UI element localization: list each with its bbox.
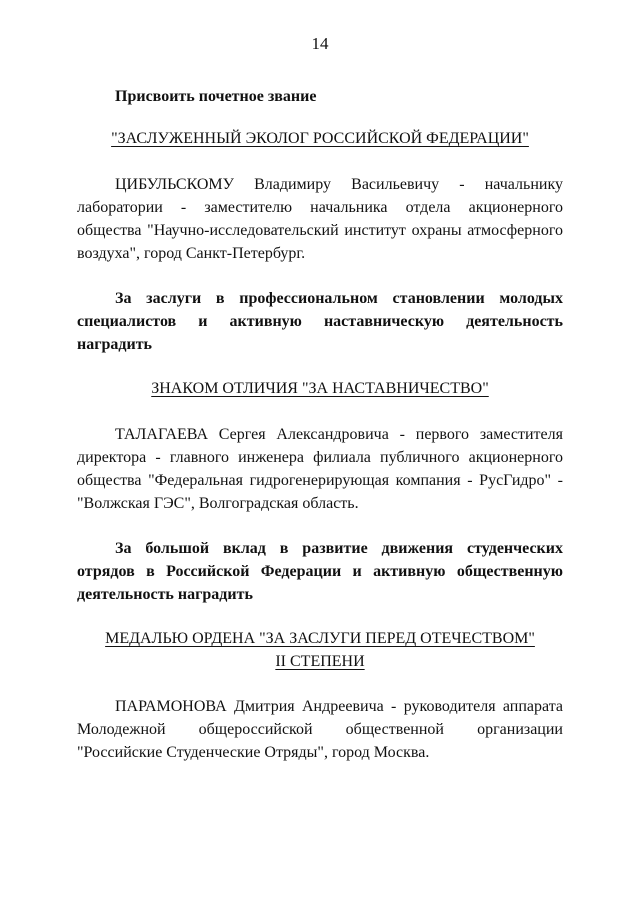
person-line-3: общества "Научно-исследовательский институт охраны атмосферного xyxy=(77,222,563,239)
person-line-1: ЦИБУЛЬСКОМУ Владимиру Васильевичу - начальнику xyxy=(115,176,563,193)
award-title-ecologist: "ЗАСЛУЖЕННЫЙ ЭКОЛОГ РОССИЙСКОЙ ФЕДЕРАЦИИ" xyxy=(111,130,529,147)
person-line-2: Молодежной общероссийской общественной организации xyxy=(77,721,563,738)
person-line-1: ПАРАМОНОВА Дмитрия Андреевича - руководителя аппарата xyxy=(115,698,563,715)
person-line-4: "Волжская ГЭС", Волгоградская область. xyxy=(77,495,359,512)
person-line-3: "Российские Студенческие Отряды", город Москва. xyxy=(77,744,430,761)
person-line-1: ТАЛАГАЕВА Сергея Александровича - первого заместителя xyxy=(115,426,563,443)
reason-line-3: наградить xyxy=(77,336,153,353)
intro-text: Присвоить почетное звание xyxy=(115,88,317,105)
person-line-3: общества "Федеральная гидрогенерирующая компания - РусГидро" - xyxy=(77,472,563,489)
page-number: 14 xyxy=(311,34,329,53)
reason-line-1: За большой вклад в развитие движения студенческих xyxy=(115,540,563,557)
reason-line-2: специалистов и активную наставническую деятельность xyxy=(77,313,563,330)
award-title-medal-degree: II СТЕПЕНИ xyxy=(275,653,365,670)
person-line-2: лаборатории - заместителю начальника отдела акционерного xyxy=(77,199,563,216)
reason-line-1: За заслуги в профессиональном становлении молодых xyxy=(115,290,563,307)
person-line-4: воздуха", город Санкт-Петербург. xyxy=(77,245,306,262)
award-title-mentorship: ЗНАКОМ ОТЛИЧИЯ "ЗА НАСТАВНИЧЕСТВО" xyxy=(151,380,489,397)
person-line-2: директора - главного инженера филиала публичного акционерного xyxy=(77,449,563,466)
reason-line-3: деятельность наградить xyxy=(77,586,253,603)
award-title-medal: МЕДАЛЬЮ ОРДЕНА "ЗА ЗАСЛУГИ ПЕРЕД ОТЕЧЕСТВОМ" xyxy=(105,630,535,647)
reason-line-2: отрядов в Российской Федерации и активную общественную xyxy=(77,563,563,580)
